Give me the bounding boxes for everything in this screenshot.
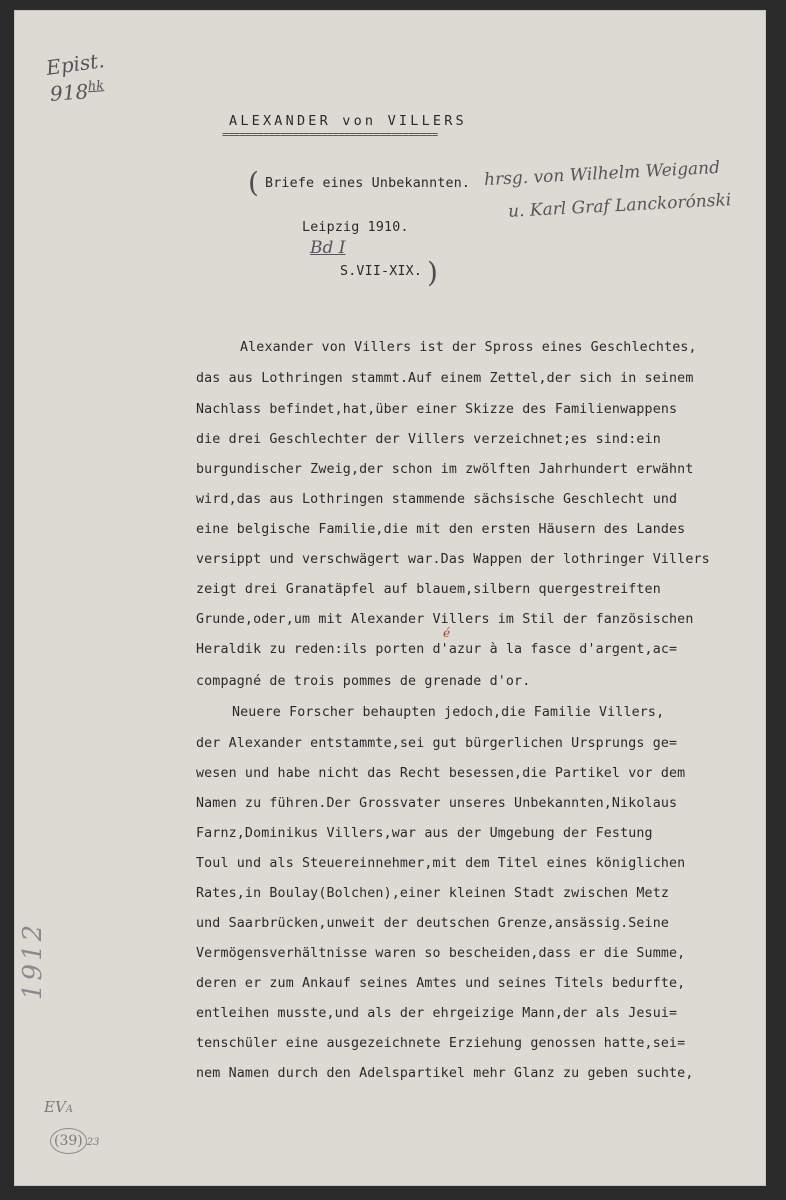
- archive-mark-ev: [44, 1098, 73, 1116]
- body-line-25: nem Namen durch den Adelspartikel mehr Glanz zu geben suchte,: [196, 1066, 694, 1081]
- body-line-5: burgundischer Zweig,der schon im zwölften Jahrhundert erwähnt: [196, 462, 694, 477]
- body-line-4: die drei Geschlechter der Villers verzeichnet;es sind:ein: [196, 432, 661, 447]
- archive-mark-ev-suffix: A: [65, 1104, 74, 1115]
- document-title: ALEXANDER von VILLERS: [229, 113, 467, 129]
- archive-mark-circled-number: (39): [50, 1128, 87, 1154]
- body-line-9: zeigt drei Granatäpfel auf blauem,silbern quergestreiften: [196, 582, 661, 597]
- citation-volume: Bd I: [310, 238, 346, 258]
- body-line-23: entleihen musste,und als der ehrgeizige Mann,der als Jesui=: [196, 1006, 678, 1021]
- citation-editor-line2: u. Karl Graf Lanckorónski: [507, 190, 732, 222]
- body-line-1: Alexander von Villers ist der Spross eines Geschlechtes,: [240, 340, 697, 355]
- body-line-11: Heraldik zu reden:ils porten d'azur à la fasce d'argent,ac=: [196, 642, 678, 657]
- body-line-18: Toul und als Steuereinnehmer,mit dem Titel eines königlichen: [196, 856, 686, 871]
- body-line-19: Rates,in Boulay(Bolchen),einer kleinen Stadt zwischen Metz: [196, 886, 670, 901]
- archive-number: 918: [49, 79, 89, 106]
- citation-pages: S.VII-XIX.: [340, 264, 423, 279]
- archive-mark-ev-text: EV: [44, 1098, 66, 1116]
- body-line-8: versippt und verschwägert war.Das Wappen der lothringer Villers: [196, 552, 710, 567]
- body-line-15: wesen und habe nicht das Recht besessen,die Partikel vor dem: [196, 766, 686, 781]
- body-line-3: Nachlass befindet,hat,über einer Skizze des Familienwappens: [196, 402, 678, 417]
- citation-place-date: Leipzig 1910.: [302, 220, 409, 235]
- body-line-13: Neuere Forscher behaupten jedoch,die Familie Villers,: [232, 705, 665, 720]
- body-line-22: deren er zum Ankauf seines Amtes und seines Titels bedurfte,: [196, 976, 686, 991]
- archive-note-epist: Epist.: [44, 48, 106, 80]
- body-line-16: Namen zu führen.Der Grossvater unseres Unbekannten,Nikolaus: [196, 796, 678, 811]
- body-line-2: das aus Lothringen stammt.Auf einem Zettel,der sich in seinem: [196, 371, 694, 386]
- body-line-12: compagné de trois pommes de grenade d'or.: [196, 674, 531, 689]
- body-line-21: Vermögensverhältnisse waren so bescheiden,dass er die Summe,: [196, 946, 686, 961]
- margin-rotated-number: 1912: [18, 921, 48, 1000]
- citation-source: Briefe eines Unbekannten.: [265, 176, 471, 191]
- body-line-7: eine belgische Familie,die mit den ersten Häusern des Landes: [196, 522, 686, 537]
- body-line-14: der Alexander entstammte,sei gut bürgerlichen Ursprungs ge=: [196, 736, 678, 751]
- body-line-17: Farnz,Dominikus Villers,war aus der Umgebung der Festung: [196, 826, 653, 841]
- title-underline: =====================================: [222, 128, 438, 141]
- citation-editor-line1: hrsg. von Wilhelm Weigand: [483, 157, 721, 191]
- body-line-6: wird,das aus Lothringen stammende sächsische Geschlecht und: [196, 492, 678, 507]
- archive-note-number: [49, 78, 105, 106]
- body-line-24: tenschüler eine ausgezeichnete Erziehung genossen hatte,sei=: [196, 1036, 686, 1051]
- citation-close-paren: ): [427, 256, 438, 289]
- archive-mark-circled-suffix: 23: [86, 1137, 100, 1148]
- correction-mark: é: [443, 626, 451, 640]
- archive-mark-circled: [50, 1128, 99, 1154]
- citation-open-paren: (: [248, 166, 259, 199]
- archive-number-superscript: hk: [87, 78, 105, 95]
- body-line-10: Grunde,oder,um mit Alexander Villers im Stil der fanzösischen: [196, 612, 694, 627]
- body-line-20: und Saarbrücken,unweit der deutschen Grenze,ansässig.Seine: [196, 916, 670, 931]
